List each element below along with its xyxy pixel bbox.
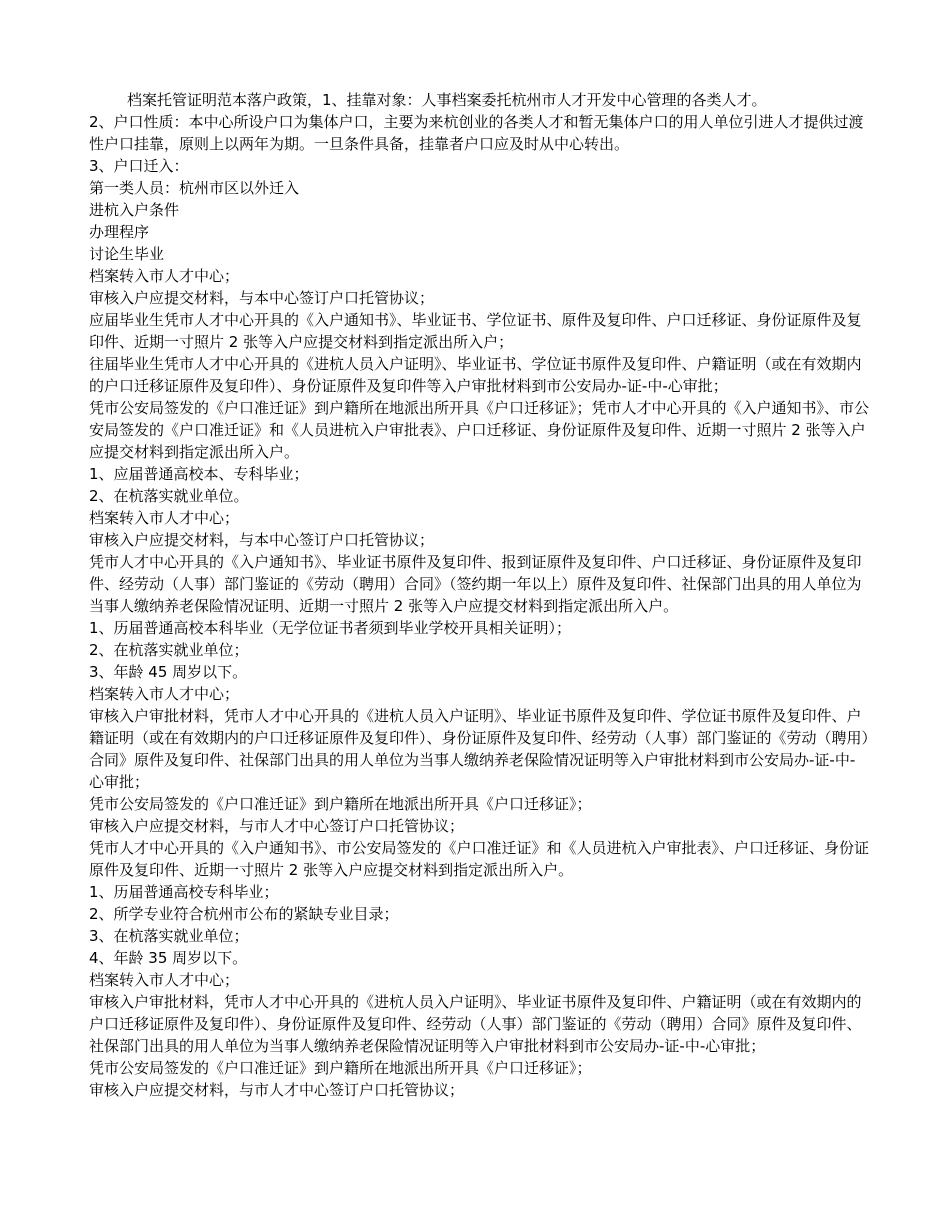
document-paragraph: 3、年龄 45 周岁以下。	[89, 663, 248, 681]
document-paragraph: 凭市公安局签发的《户口准迁证》到户籍所在地派出所开具《户口迁移证》；	[89, 1059, 592, 1077]
document-paragraph: 审核入户应提交材料，与市人才中心签订户口托管协议；	[89, 1081, 465, 1099]
document-paragraph: 1、历届普通高校本科毕业（无学位证书者须到毕业学校开具相关证明）；	[89, 619, 572, 637]
document-paragraph: 2、户口性质：本中心所设户口为集体户口，主要为来杭创业的各类人才和暂无集体户口的用人单位引进人才提供过渡性户口挂靠，原则上以两年为期。一旦条件具备，挂靠者户口应及时从中心转出。	[89, 113, 864, 153]
document-paragraph: 办理程序	[89, 223, 150, 241]
document-paragraph: 档案转入市人才中心；	[89, 267, 240, 285]
document-paragraph: 凭市人才中心开具的《入户通知书》、市公安局签发的《户口准迁证》和《人员进杭入户审批表》、户口迁移证、身份证原件及复印件、近期一寸照片 2 张等入户应提交材料到指定派出所入户。	[89, 839, 870, 879]
document-paragraph: 讨论生毕业	[89, 245, 165, 263]
document-body	[89, 89, 869, 1101]
document-paragraph: 审核入户应提交材料，与本中心签订户口托管协议；	[89, 289, 435, 307]
document-paragraph: 审核入户审批材料，凭市人才中心开具的《进杭人员入户证明》、毕业证书原件及复印件、学位证书原件及复印件、户籍证明（或在有效期内的户口迁移证原件及复印件）、身份证原件及复印件、经劳动（人事）部门鉴证的《劳动（聘用）合同》原件及复印件、社保部门出具的用人单位为当事人缴纳养老保险情况证明等入户审批材料到市公安局办-证-中-心审批；	[89, 707, 870, 791]
document-paragraph: 审核入户应提交材料，与本中心签订户口托管协议；	[89, 531, 435, 549]
document-paragraph: 1、应届普通高校本、专科毕业；	[89, 465, 309, 483]
document-paragraph: 档案转入市人才中心；	[89, 509, 240, 527]
document-paragraph: 2、在杭落实就业单位。	[89, 487, 249, 505]
document-paragraph: 凭市人才中心开具的《入户通知书》、毕业证书原件及复印件、报到证原件及复印件、户口迁移证、身份证原件及复印件、经劳动（人事）部门鉴证的《劳动（聘用）合同》（签约期一年以上）原件及复印件、社保部门出具的用人单位为当事人缴纳养老保险情况证明、近期一寸照片 2 张等入户应提交材料到指定派出所入户。	[89, 553, 862, 615]
document-paragraph: 审核入户审批材料，凭市人才中心开具的《进杭人员入户证明》、毕业证书原件及复印件、户籍证明（或在有效期内的户口迁移证原件及复印件）、身份证原件及复印件、经劳动（人事）部门鉴证的《劳动（聘用）合同》原件及复印件、社保部门出具的用人单位为当事人缴纳养老保险情况证明等入户审批材料到市公安局办-证-中-心审批；	[89, 993, 862, 1055]
document-paragraph: 1、历届普通高校专科毕业；	[89, 883, 279, 901]
document-paragraph: 3、户口迁入：	[89, 157, 189, 175]
document-paragraph: 档案托管证明范本落户政策，1、挂靠对象：人事档案委托杭州市人才开发中心管理的各类人才。	[127, 91, 767, 109]
document-paragraph: 4、年龄 35 周岁以下。	[89, 949, 248, 967]
document-paragraph: 进杭入户条件	[89, 201, 180, 219]
document-paragraph: 第一类人员：杭州市区以外迁入	[89, 179, 300, 197]
document-paragraph: 3、在杭落实就业单位；	[89, 927, 249, 945]
document-paragraph: 2、所学专业符合杭州市公布的紧缺专业目录；	[89, 905, 399, 923]
document-paragraph: 凭市公安局签发的《户口准迁证》到户籍所在地派出所开具《户口迁移证》；凭市人才中心开具的《入户通知书》、市公安局签发的《户口准迁证》和《人员进杭入户审批表》、户口迁移证、身份证原件及复印件、近期一寸照片 2 张等入户应提交材料到指定派出所入户。	[89, 399, 870, 461]
document-paragraph: 2、在杭落实就业单位；	[89, 641, 249, 659]
document-paragraph: 往届毕业生凭市人才中心开具的《进杭人员入户证明》、毕业证书、学位证书原件及复印件、户籍证明（或在有效期内的户口迁移证原件及复印件）、身份证原件及复印件等入户审批材料到市公安局办-证-中-心审批；	[89, 355, 862, 395]
document-paragraph: 审核入户应提交材料，与市人才中心签订户口托管协议；	[89, 817, 465, 835]
document-paragraph: 档案转入市人才中心；	[89, 971, 240, 989]
document-paragraph: 凭市公安局签发的《户口准迁证》到户籍所在地派出所开具《户口迁移证》；	[89, 795, 592, 813]
document-paragraph: 档案转入市人才中心；	[89, 685, 240, 703]
document-paragraph: 应届毕业生凭市人才中心开具的《入户通知书》、毕业证书、学位证书、原件及复印件、户口迁移证、身份证原件及复印件、近期一寸照片 2 张等入户应提交材料到指定派出所入户；	[89, 311, 862, 351]
